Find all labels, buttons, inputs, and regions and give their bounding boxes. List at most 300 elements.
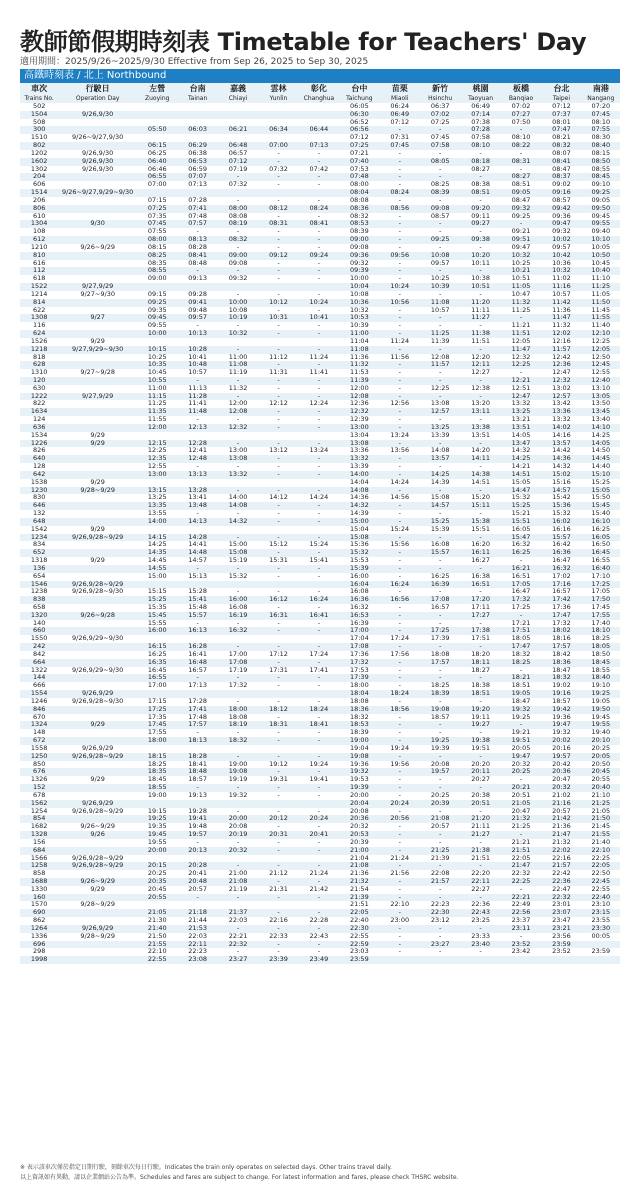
station-time: 17:21 bbox=[511, 619, 531, 627]
station-time: 20:10 bbox=[582, 737, 620, 745]
station-time: - bbox=[439, 776, 442, 784]
station-time: 09:02 bbox=[552, 181, 571, 189]
station-time: 18:25 bbox=[147, 760, 167, 768]
station-time: 07:19 bbox=[228, 165, 248, 173]
column-header-en: Tainan bbox=[177, 94, 217, 103]
station-time bbox=[137, 800, 177, 808]
train-number: 1328 bbox=[20, 831, 58, 839]
station-time: - bbox=[317, 306, 321, 314]
table-row bbox=[20, 737, 620, 745]
station-time: - bbox=[277, 463, 280, 471]
station-time: 09:50 bbox=[582, 205, 620, 213]
station-time: 20:32 bbox=[349, 823, 369, 831]
operation-day bbox=[58, 518, 137, 526]
station-time: 08:50 bbox=[582, 158, 620, 166]
station-time: - bbox=[277, 588, 280, 596]
station-time: 07:35 bbox=[147, 212, 167, 220]
station-time: 19:21 bbox=[511, 729, 531, 737]
station-time: 18:32 bbox=[511, 650, 531, 658]
station-time: - bbox=[380, 471, 420, 479]
station-time: - bbox=[218, 534, 258, 542]
station-time: 15:02 bbox=[541, 471, 581, 479]
station-time: 09:20 bbox=[460, 205, 500, 213]
station-time: 10:50 bbox=[582, 252, 620, 260]
station-time: 06:34 bbox=[258, 126, 298, 134]
station-time: - bbox=[277, 697, 280, 705]
station-time: 12:42 bbox=[552, 353, 571, 361]
table-row bbox=[20, 518, 620, 526]
station-time: - bbox=[398, 588, 401, 596]
station-time: 17:57 bbox=[177, 721, 217, 729]
train-number: 810 bbox=[20, 252, 58, 260]
station-time: 17:04 bbox=[349, 635, 369, 643]
station-time: 08:10 bbox=[460, 142, 500, 150]
table-row bbox=[20, 267, 620, 275]
station-time: 21:36 bbox=[552, 823, 571, 831]
station-time: 12:08 bbox=[430, 353, 450, 361]
station-time: 09:45 bbox=[591, 212, 611, 220]
station-time: 10:45 bbox=[147, 369, 167, 377]
footnote-operation-day: ※ 表示該車次僅於指定日期行駛，刻餘車次每日行駛。Indicates the train only operates on selected days. Other trains travel daily. bbox=[20, 1164, 392, 1171]
operation-day bbox=[58, 228, 137, 236]
station-time: 15:25 bbox=[420, 518, 460, 526]
station-time: 13:21 bbox=[511, 416, 531, 424]
station-time: 14:38 bbox=[460, 471, 500, 479]
station-time: 06:49 bbox=[380, 111, 420, 119]
station-time: 17:35 bbox=[147, 713, 167, 721]
station-time: 18:24 bbox=[380, 690, 420, 698]
station-time: 19:50 bbox=[582, 706, 620, 714]
station-time: 08:08 bbox=[349, 196, 369, 204]
station-time: 18:38 bbox=[471, 682, 490, 690]
station-time: 12:32 bbox=[511, 353, 531, 361]
station-time: 13:25 bbox=[420, 424, 460, 432]
table-row bbox=[20, 354, 620, 362]
station-time bbox=[177, 103, 217, 111]
station-time: 09:00 bbox=[218, 252, 258, 260]
operation-day bbox=[58, 815, 137, 823]
operation-day: 9/26~9/29 bbox=[80, 823, 115, 831]
operation-day: 9/26,9/30 bbox=[82, 149, 114, 157]
train-number: 508 bbox=[32, 118, 46, 126]
station-time: 21:44 bbox=[188, 917, 208, 925]
station-time: - bbox=[299, 236, 339, 244]
station-time: - bbox=[299, 878, 339, 886]
station-time: - bbox=[460, 753, 500, 761]
station-time: 09:15 bbox=[147, 290, 167, 298]
station-time: 15:05 bbox=[582, 487, 620, 495]
station-time: 16:55 bbox=[137, 674, 177, 682]
station-time: 07:41 bbox=[177, 205, 217, 213]
station-time: 22:16 bbox=[552, 854, 571, 862]
station-time: 08:37 bbox=[541, 173, 581, 181]
station-time bbox=[299, 855, 339, 863]
station-time: 13:55 bbox=[147, 510, 167, 518]
station-time: 11:00 bbox=[147, 384, 167, 392]
station-time: 18:55 bbox=[591, 666, 611, 674]
table-row bbox=[20, 651, 620, 659]
station-time: 22:43 bbox=[309, 932, 329, 940]
table-row bbox=[20, 220, 620, 228]
station-time: 20:51 bbox=[511, 791, 531, 799]
column-header-en: Trains No. bbox=[20, 94, 58, 103]
station-time: - bbox=[398, 948, 401, 956]
station-time: 11:25 bbox=[511, 306, 531, 314]
station-time: 14:25 bbox=[420, 471, 460, 479]
station-time: 11:02 bbox=[552, 275, 571, 283]
station-time: 23:12 bbox=[430, 917, 450, 925]
station-time: 07:31 bbox=[390, 134, 410, 142]
train-number: 660 bbox=[20, 627, 58, 635]
station-time bbox=[299, 635, 339, 643]
station-time: 09:25 bbox=[137, 299, 177, 307]
station-time: - bbox=[380, 674, 420, 682]
station-time: - bbox=[420, 440, 460, 448]
station-time: - bbox=[380, 455, 420, 463]
station-time: 14:32 bbox=[552, 463, 571, 471]
station-time: 07:28 bbox=[188, 196, 208, 204]
station-time: 19:45 bbox=[591, 713, 611, 721]
station-time: 09:57 bbox=[552, 243, 571, 251]
station-time: - bbox=[299, 330, 339, 338]
station-time: 22:10 bbox=[147, 948, 167, 956]
station-time: 21:24 bbox=[390, 854, 410, 862]
station-time: - bbox=[398, 322, 401, 330]
station-time: 20:55 bbox=[137, 894, 177, 902]
train-number: 1546 bbox=[20, 581, 58, 589]
station-time: - bbox=[218, 862, 258, 870]
station-time: 09:25 bbox=[511, 212, 531, 220]
station-time: 18:00 bbox=[137, 737, 177, 745]
station-time: 07:15 bbox=[147, 196, 167, 204]
station-time: 08:57 bbox=[552, 196, 571, 204]
station-time: 13:41 bbox=[188, 494, 208, 502]
station-time: - bbox=[258, 768, 298, 776]
station-time: 12:36 bbox=[349, 400, 369, 408]
station-time: 11:28 bbox=[177, 393, 217, 401]
station-time: - bbox=[380, 377, 420, 385]
station-time: 07:42 bbox=[309, 165, 329, 173]
station-time: 11:21 bbox=[511, 322, 531, 330]
station-time: 18:10 bbox=[582, 627, 620, 635]
station-time bbox=[299, 338, 339, 346]
station-time: 10:32 bbox=[218, 330, 258, 338]
station-time: - bbox=[317, 416, 321, 424]
station-time: 15:36 bbox=[541, 502, 581, 510]
station-time: 17:32 bbox=[552, 619, 571, 627]
operation-day bbox=[58, 424, 137, 432]
station-time: - bbox=[380, 361, 420, 369]
station-time: 11:32 bbox=[501, 299, 541, 307]
station-time: 15:05 bbox=[511, 478, 531, 486]
table-row bbox=[20, 878, 620, 886]
station-time: - bbox=[380, 173, 420, 181]
station-time: 23:00 bbox=[390, 917, 410, 925]
station-time: - bbox=[420, 721, 460, 729]
station-time: 17:08 bbox=[339, 643, 379, 651]
station-time: 11:12 bbox=[269, 353, 288, 361]
column-header-en: Chiayi bbox=[218, 94, 258, 103]
station-time: 07:12 bbox=[218, 158, 258, 166]
station-time: 07:20 bbox=[591, 103, 611, 110]
station-time: - bbox=[258, 894, 298, 902]
station-time: - bbox=[317, 259, 321, 267]
station-time: 15:04 bbox=[349, 525, 369, 533]
station-time: 17:08 bbox=[218, 659, 258, 667]
station-time: 07:50 bbox=[511, 118, 531, 126]
column-header-zh: 桃園 bbox=[460, 83, 500, 94]
station-time: 12:38 bbox=[471, 384, 490, 392]
station-time bbox=[299, 526, 339, 534]
station-time: 21:32 bbox=[339, 878, 379, 886]
station-time: 11:24 bbox=[309, 353, 329, 361]
station-time: - bbox=[519, 932, 523, 940]
station-time: 17:15 bbox=[147, 697, 167, 705]
station-time: 20:00 bbox=[137, 847, 177, 855]
station-time: - bbox=[420, 612, 460, 620]
station-time: 10:13 bbox=[177, 330, 217, 338]
station-time: - bbox=[258, 267, 298, 275]
station-time: 21:51 bbox=[501, 847, 541, 855]
station-time: 17:40 bbox=[591, 619, 611, 627]
station-time: - bbox=[380, 487, 420, 495]
table-row bbox=[20, 839, 620, 847]
station-time: 17:55 bbox=[582, 612, 620, 620]
station-time: 07:13 bbox=[188, 181, 208, 189]
operation-day bbox=[58, 596, 137, 604]
station-time: 05:50 bbox=[137, 126, 177, 134]
station-time: 21:25 bbox=[511, 823, 531, 831]
station-time: 07:13 bbox=[299, 142, 339, 150]
station-time: 14:57 bbox=[188, 557, 208, 565]
station-time: - bbox=[460, 925, 500, 933]
station-time: - bbox=[439, 885, 442, 893]
station-time: 09:27 bbox=[460, 220, 500, 228]
station-time: 11:05 bbox=[591, 290, 611, 298]
train-number: 1330 bbox=[30, 885, 48, 893]
station-time: - bbox=[258, 753, 298, 761]
station-time: 19:40 bbox=[591, 729, 611, 737]
station-time: 21:11 bbox=[471, 823, 490, 831]
station-time: 08:32 bbox=[218, 236, 258, 244]
train-number: 1238 bbox=[30, 588, 48, 596]
station-time: 11:39 bbox=[430, 337, 450, 345]
station-time: 10:57 bbox=[552, 290, 571, 298]
station-time: 11:53 bbox=[349, 369, 369, 377]
station-time: 15:41 bbox=[177, 596, 217, 604]
column-header-en: Banqiao bbox=[501, 94, 541, 103]
station-time: 06:30 bbox=[339, 111, 379, 119]
table-row bbox=[20, 510, 620, 518]
station-time: - bbox=[460, 173, 500, 181]
operation-day bbox=[58, 205, 137, 213]
station-time: 13:51 bbox=[501, 424, 541, 432]
station-time: 21:47 bbox=[541, 831, 581, 839]
station-time: - bbox=[196, 228, 199, 236]
station-time bbox=[258, 119, 298, 127]
operation-day: 9/26,9/29 bbox=[58, 800, 137, 808]
station-time: 17:42 bbox=[541, 596, 581, 604]
station-time: 07:14 bbox=[460, 111, 500, 119]
station-time: 22:16 bbox=[269, 917, 288, 925]
operation-day bbox=[58, 142, 137, 150]
station-time: 13:47 bbox=[501, 440, 541, 448]
station-time: 11:00 bbox=[228, 353, 248, 361]
station-time: 10:36 bbox=[339, 299, 379, 307]
table-row bbox=[20, 291, 620, 299]
station-time: 17:39 bbox=[339, 674, 379, 682]
station-time: - bbox=[258, 878, 298, 886]
station-time: 08:31 bbox=[501, 158, 541, 166]
station-time: - bbox=[420, 643, 460, 651]
station-time: 13:35 bbox=[137, 502, 177, 510]
train-number: 502 bbox=[32, 103, 46, 110]
operation-day bbox=[58, 714, 137, 722]
station-time: 06:53 bbox=[177, 158, 217, 166]
station-time: 15:32 bbox=[339, 549, 379, 557]
station-time: 22:25 bbox=[501, 878, 541, 886]
station-time: 09:25 bbox=[582, 189, 620, 197]
station-time: 23:52 bbox=[501, 941, 541, 949]
station-time: - bbox=[177, 784, 217, 792]
train-number: 1214 bbox=[30, 290, 48, 298]
operation-day bbox=[58, 252, 137, 260]
station-time: - bbox=[439, 588, 442, 596]
station-time: 09:21 bbox=[511, 228, 531, 236]
station-time: - bbox=[398, 243, 401, 251]
station-time: 16:19 bbox=[218, 612, 258, 620]
station-time: 07:53 bbox=[349, 165, 369, 173]
station-time: - bbox=[398, 212, 401, 220]
station-time: 14:13 bbox=[177, 518, 217, 526]
station-time: 08:10 bbox=[591, 118, 611, 126]
station-time: 17:51 bbox=[501, 627, 541, 635]
station-time: 07:45 bbox=[137, 220, 177, 228]
station-time: 20:25 bbox=[147, 870, 167, 878]
station-time: 15:56 bbox=[390, 541, 410, 549]
station-time: 10:20 bbox=[460, 252, 500, 260]
station-time: 12:08 bbox=[339, 393, 379, 401]
station-time: 12:16 bbox=[552, 337, 571, 345]
station-time: 17:25 bbox=[137, 706, 177, 714]
station-time: 07:47 bbox=[541, 126, 581, 134]
station-time: 12:36 bbox=[541, 361, 581, 369]
station-time: 09:40 bbox=[591, 228, 611, 236]
station-time: 08:48 bbox=[188, 259, 208, 267]
station-time: - bbox=[479, 149, 482, 157]
station-time: 17:10 bbox=[591, 572, 611, 580]
operation-day: 9/26,9/29 bbox=[58, 925, 137, 933]
station-time: 19:32 bbox=[501, 706, 541, 714]
station-time: 13:48 bbox=[177, 502, 217, 510]
train-number: 1570 bbox=[30, 901, 48, 909]
train-number: 654 bbox=[32, 572, 46, 580]
station-time: 08:05 bbox=[420, 158, 460, 166]
train-number: 1322 bbox=[30, 666, 48, 674]
station-time: - bbox=[299, 455, 339, 463]
station-time bbox=[299, 134, 339, 142]
station-time: 18:41 bbox=[299, 721, 339, 729]
station-time: 07:57 bbox=[177, 220, 217, 228]
station-time: 14:42 bbox=[552, 447, 571, 455]
station-time: 19:13 bbox=[188, 791, 208, 799]
station-time: 09:51 bbox=[501, 236, 541, 244]
train-number: 152 bbox=[20, 784, 58, 792]
station-time: 19:25 bbox=[582, 690, 620, 698]
train-number: 1254 bbox=[30, 807, 48, 815]
station-time: 14:15 bbox=[137, 534, 177, 542]
table-row bbox=[20, 150, 620, 158]
station-time: 07:25 bbox=[339, 142, 379, 150]
train-number: 1336 bbox=[30, 932, 48, 940]
station-time: - bbox=[398, 807, 401, 815]
column-header-en: Yunlin bbox=[258, 94, 298, 103]
station-time: - bbox=[258, 236, 298, 244]
station-time: 08:27 bbox=[471, 165, 490, 173]
train-number: 842 bbox=[32, 650, 46, 658]
station-time: 21:08 bbox=[420, 815, 460, 823]
station-time: 21:40 bbox=[137, 925, 177, 933]
station-time: 09:32 bbox=[552, 228, 571, 236]
station-time: 10:21 bbox=[501, 267, 541, 275]
station-time: 20:19 bbox=[218, 831, 258, 839]
table-row bbox=[20, 158, 620, 166]
station-time: 18:57 bbox=[430, 713, 450, 721]
station-time: 14:40 bbox=[591, 463, 611, 471]
station-time: - bbox=[277, 322, 280, 330]
table-row bbox=[20, 909, 620, 917]
table-row bbox=[20, 643, 620, 651]
station-time: 12:25 bbox=[591, 337, 611, 345]
station-time: 19:39 bbox=[430, 744, 450, 752]
station-time: 13:50 bbox=[591, 400, 611, 408]
station-time: 07:55 bbox=[582, 126, 620, 134]
column-header-zh: 彰化 bbox=[299, 83, 339, 94]
station-time bbox=[177, 526, 217, 534]
station-time bbox=[137, 690, 177, 698]
station-time: 13:04 bbox=[349, 431, 369, 439]
station-time: - bbox=[380, 518, 420, 526]
station-time: 16:25 bbox=[430, 572, 450, 580]
column-header-en: Miaoli bbox=[380, 94, 420, 103]
station-time: 11:04 bbox=[349, 337, 369, 345]
operation-day: 9/29 bbox=[90, 557, 105, 565]
station-time: - bbox=[380, 408, 420, 416]
operation-day: 9/26,9/29 bbox=[82, 744, 114, 752]
station-time: - bbox=[196, 729, 199, 737]
station-time: 19:32 bbox=[339, 768, 379, 776]
station-time: - bbox=[317, 807, 321, 815]
station-time: 16:24 bbox=[299, 596, 339, 604]
station-time: 21:39 bbox=[430, 854, 450, 862]
station-time: 20:15 bbox=[137, 862, 177, 870]
station-time: 14:16 bbox=[552, 431, 571, 439]
train-number: 610 bbox=[32, 212, 46, 220]
train-number: 298 bbox=[32, 948, 46, 956]
station-time: 09:00 bbox=[147, 275, 167, 283]
station-time: - bbox=[439, 322, 442, 330]
station-time: - bbox=[299, 534, 339, 542]
station-time: 06:56 bbox=[339, 126, 379, 134]
station-time: 11:55 bbox=[147, 416, 167, 424]
station-time: - bbox=[439, 369, 442, 377]
station-time bbox=[299, 119, 339, 127]
station-time: 06:49 bbox=[471, 103, 490, 110]
station-time: 11:08 bbox=[420, 299, 460, 307]
column-header-zh: 行駛日 bbox=[58, 83, 137, 94]
station-time: - bbox=[277, 948, 280, 956]
table-row bbox=[20, 526, 620, 534]
